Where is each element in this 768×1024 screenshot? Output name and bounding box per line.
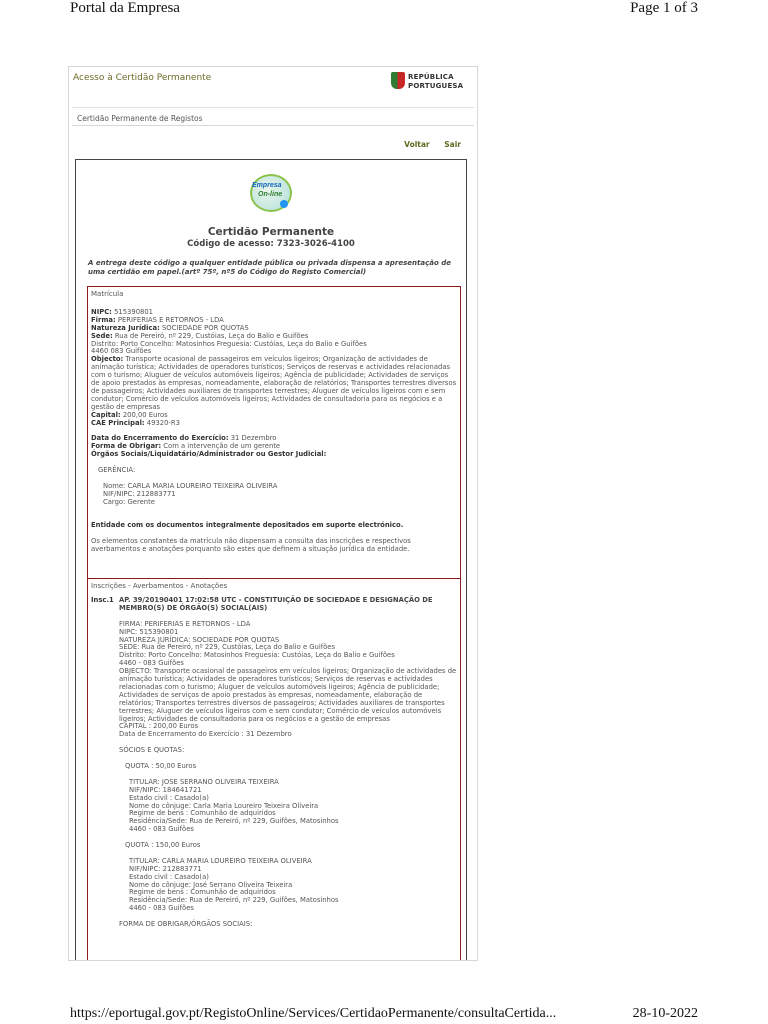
print-page-number: Page 1 of 3 <box>630 0 698 16</box>
gerente-name: Nome: CARLA MARIA LOUREIRO TEIXEIRA OLIVEIRA <box>103 481 278 490</box>
print-date: 28-10-2022 <box>632 1006 698 1021</box>
inscricao-title: AP. 39/20190401 17:02:58 UTC - CONSTITUIÇÃO DE SOCIEDADE E DESIGNAÇÃO DE MEMBRO(S) DE ÓRGÃO(S) SOCIAL(AIS) <box>119 596 433 612</box>
gerente-nif: NIF/NIPC: 212883771 <box>103 489 176 498</box>
insc-postal-code: 4460 - 083 Guifões <box>119 659 184 668</box>
quota-1-regime: Regime de bens : Comunhão de adquiridos <box>129 809 276 818</box>
logo-word-1: Empresa <box>252 182 282 189</box>
exit-link[interactable]: Sair <box>444 140 461 149</box>
insc-objecto: OBJECTO: Transporte ocasional de passageiros em veículos ligeiros; Organização de actividades de animação turística; Actividades de operadores turísticos; Serviços de reservas e actividades relacionadas com o turismo; Aluguer de veículos automóveis ligeiros; Agência de publicidade; Actividades de serviços de apoio prestados às empresas, nomeadamente, elaboração de relatórios; Transportes terrestres diversos de passageiros; Actividades auxiliares de transportes terrestres; Aluguer de veículos ligeiros com e sem condutor; Comércio de veículos automóveis ligeiros; Actividades de consultadoria para os negócios e a gestão de empresas <box>119 667 457 723</box>
sede-value: Rua de Pereiró, nº 229, Custóias, Leça do Balio e Guifões <box>114 331 309 340</box>
divider <box>72 107 474 108</box>
orgaos-label: Órgãos Sociais/Liquidatário/Administrador ou Gestor Judicial: <box>91 450 327 459</box>
top-bar <box>69 67 477 107</box>
quota-2-nif: NIF/NIPC: 212883771 <box>129 864 202 873</box>
print-header-title: Portal da Empresa <box>70 0 180 16</box>
logo-dot-icon <box>280 200 288 208</box>
socios-heading: SÓCIOS E QUOTAS: <box>119 746 185 755</box>
quota-1-postal-code: 4460 - 083 Guifões <box>129 825 194 834</box>
insc-sede: SEDE: Rua de Pereiró, nº 229, Custóias, Leça do Balio e Guifões <box>119 643 336 652</box>
quota-2-conjuge: Nome do cônjuge: José Serrano Oliveira Teixeira <box>129 880 293 889</box>
logo-line-1: REPÚBLICA <box>408 73 454 81</box>
cae-label: CAE Principal: <box>91 418 145 427</box>
access-code: Código de acesso: 7323-3026-4100 <box>187 239 355 249</box>
inscricoes-box <box>87 578 461 961</box>
logo-line-2: PORTUGUESA <box>408 82 464 90</box>
subtitle-bar <box>72 112 474 126</box>
print-footer <box>70 1006 698 1024</box>
gerencia-heading: GERÊNCIA: <box>98 465 136 474</box>
quota-1-estado: Estado civil : Casado(a) <box>129 793 209 802</box>
nipc-label: NIPC: <box>91 307 112 316</box>
nipc-value: 515390801 <box>114 307 153 316</box>
objecto-value: Transporte ocasional de passageiros em veículos ligeiros; Organização de actividades de animação turística; Actividades de operadores turísticos; Serviços de reservas e actividades relacionadas com o turismo; Aluguer de veículos automóveis ligeiros; Agência de publicidade; Actividades de serviços de apoio prestados às empresas, nomeadamente, elaboração de relatórios; Transportes terrestres diversos de passageiros; Actividades auxiliares de transportes terrestres; Aluguer de veículos ligeiros com e sem condutor; Comércio de veículos automóveis ligeiros; Actividades de consultadoria para os negócios e a gestão de empresas <box>91 355 457 411</box>
certificate-document <box>75 159 467 961</box>
encerramento-label: Data do Encerramento do Exercício: <box>91 434 229 443</box>
firma-value: PERIFERIAS E RETORNOS - LDA <box>117 315 224 324</box>
empresa-online-logo <box>248 172 294 214</box>
insc-distrito: Distrito: Porto Concelho: Matosinhos Freguesia: Custóias, Leça do Balio e Guifões <box>119 651 395 660</box>
quota-1-residencia: Residência/Sede: Rua de Pereiró, nº 229, Guifões, Matosinhos <box>129 817 339 826</box>
section-subtitle: Certidão Permanente de Registos <box>77 114 203 123</box>
insc-capital: CAPITAL : 200,00 Euros <box>119 722 199 731</box>
capital-value: 200,00 Euros <box>122 410 168 419</box>
firma-label: Firma: <box>91 315 116 324</box>
republica-portuguesa-logo[interactable] <box>391 71 471 103</box>
capital-label: Capital: <box>91 410 121 419</box>
access-code-note: A entrega deste código a qualquer entidade pública ou privada dispensa a apresentação de uma certidão em papel.(artº 75º, nº5 do Código do Registo Comercial) <box>88 259 451 276</box>
logo-word-2: On-line <box>258 191 283 198</box>
insc-encerramento: Data de Encerramento do Exercício : 31 Dezembro <box>119 730 292 739</box>
quota-1-titular: TITULAR: JOSE SERRANO OLIVEIRA TEIXEIRA <box>129 777 279 786</box>
page-title: Acesso à Certidão Permanente <box>73 73 212 83</box>
quota-1-nif: NIF/NIPC: 184641721 <box>129 785 202 794</box>
quota-2-titular: TITULAR: CARLA MARIA LOUREIRO TEIXEIRA OLIVEIRA <box>129 856 312 865</box>
insc-firma: FIRMA: PERIFERIAS E RETORNOS - LDA <box>119 619 251 628</box>
quota-2-regime: Regime de bens : Comunhão de adquiridos <box>129 888 276 897</box>
deposit-notice: Entidade com os documentos integralmente depositados em suporte electrónico. <box>91 521 404 530</box>
forma-obrigar-heading: FORMA DE OBRIGAR/ÓRGÃOS SOCIAIS: <box>119 920 253 929</box>
certidao-frame <box>68 66 478 961</box>
print-header <box>70 0 698 20</box>
matricula-heading: Matrícula <box>91 290 124 298</box>
matricula-box <box>87 286 461 580</box>
distrito-line: Distrito: Porto Concelho: Matosinhos Freguesia: Custóias, Leça do Balio e Guifões <box>91 339 367 348</box>
certificate-title: Certidão Permanente <box>207 226 335 238</box>
inscricoes-heading: Inscrições - Averbamentos - Anotações <box>91 582 228 590</box>
insc-nipc: NIPC: 515390801 <box>119 627 179 636</box>
obrigar-value: Com a intervenção de um gerente <box>163 442 281 451</box>
action-links <box>392 140 461 149</box>
print-url: https://eportugal.gov.pt/RegistoOnline/Services/CertidaoPermanente/consultaCertida... <box>70 1006 557 1021</box>
encerramento-value: 31 Dezembro <box>230 434 277 443</box>
obrigar-label: Forma de Obrigar: <box>91 442 162 451</box>
inscricao-number: Insc.1 <box>91 596 114 604</box>
quota-1-conjuge: Nome do cônjuge: Carla Maria Loureiro Teixeira Oliveira <box>129 801 319 810</box>
cae-value: 49320-R3 <box>146 418 180 427</box>
natureza-label: Natureza Jurídica: <box>91 323 160 332</box>
natureza-value: SOCIEDADE POR QUOTAS <box>161 323 249 332</box>
gerente-cargo: Cargo: Gerente <box>103 497 155 506</box>
insc-natureza: NATUREZA JURÍDICA: SOCIEDADE POR QUOTAS <box>119 635 280 644</box>
shield-icon <box>391 72 405 89</box>
sede-label: Sede: <box>91 331 113 340</box>
matricula-disclaimer: Os elementos constantes da matrícula não dispensam a consulta das inscrições e respectivos averbamentos e anotações porquanto são estes que definem a situação jurídica da entidade. <box>91 537 411 553</box>
quota-2-estado: Estado civil : Casado(a) <box>129 872 209 881</box>
postal-code: 4460 083 Guifões <box>91 347 152 356</box>
quota-2-amount: QUOTA : 150,00 Euros <box>125 841 201 850</box>
divider <box>72 125 474 126</box>
quota-2-residencia: Residência/Sede: Rua de Pereiró, nº 229, Guifões, Matosinhos <box>129 896 339 905</box>
back-link[interactable]: Voltar <box>404 140 430 149</box>
objecto-label: Objecto: <box>91 355 124 364</box>
quota-1-amount: QUOTA : 50,00 Euros <box>125 761 197 770</box>
quota-2-postal-code: 4460 - 083 Guifões <box>129 904 194 913</box>
